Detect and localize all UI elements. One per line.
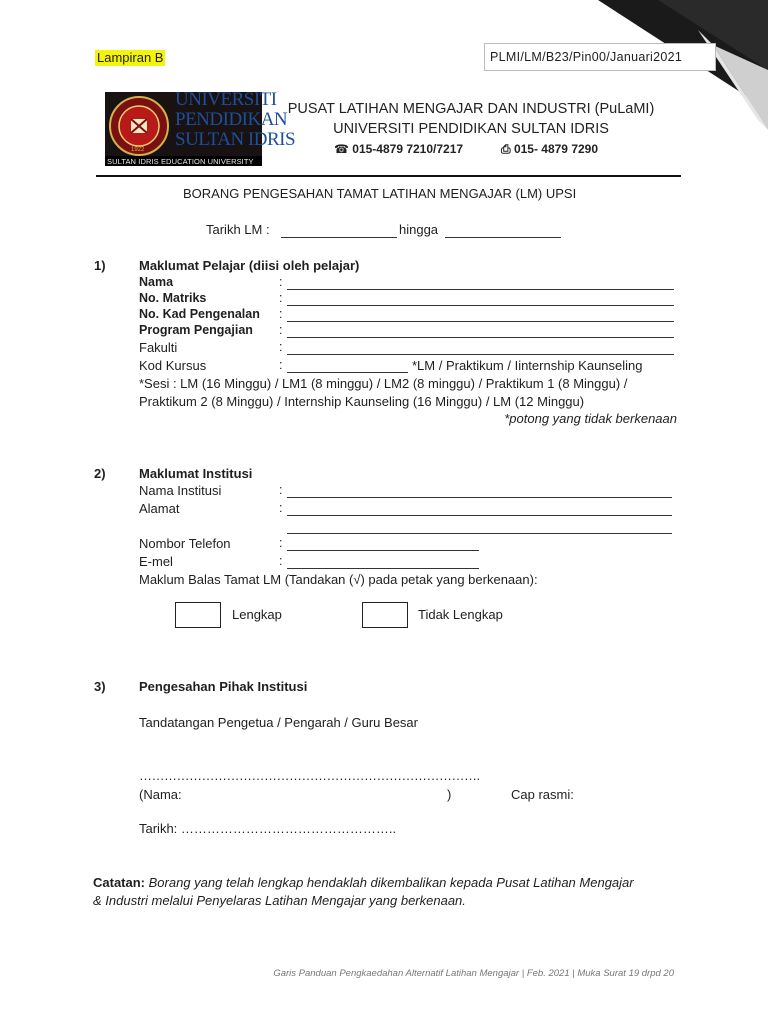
potong-note: *potong yang tidak berkenaan	[504, 411, 677, 426]
university-logo	[105, 89, 296, 166]
field-line-nama[interactable]	[287, 289, 674, 290]
colon: :	[279, 536, 283, 550]
tidak-lengkap-checkbox[interactable]	[362, 602, 408, 628]
field-label-kad-pengenalan: No. Kad Pengenalan	[139, 307, 260, 321]
fax-contact	[501, 142, 598, 157]
logo-name-line3: SULTAN IDRIS	[175, 129, 296, 150]
field-label-kod-kursus: Kod Kursus	[139, 358, 207, 373]
colon: :	[279, 483, 283, 497]
section1-number: 1)	[94, 258, 106, 273]
catatan-line1	[93, 875, 634, 890]
field-line-alamat-2[interactable]	[287, 533, 672, 534]
field-label-nama-institusi: Nama Institusi	[139, 483, 222, 498]
nama-open: (Nama:	[139, 787, 182, 802]
field-line-nama-institusi[interactable]	[287, 497, 672, 498]
field-line-program[interactable]	[287, 337, 674, 338]
phone-icon: ☎	[334, 142, 353, 156]
logo-name-line2: PENDIDIKAN	[175, 109, 288, 130]
field-line-kod-kursus[interactable]	[287, 372, 408, 373]
footer-text: Garis Panduan Pengkaedahan Alternatif Latihan Mengajar | Feb. 2021 | Muka Surat 19 drpd 20	[273, 968, 674, 979]
colon: :	[279, 358, 283, 372]
colon: :	[279, 554, 283, 568]
catatan-line2: & Industri melalui Penyelaras Latihan Mengajar yang berkenaan.	[93, 893, 466, 908]
signature-line[interactable]: ……………………………………………………………………….	[139, 768, 480, 783]
colon: :	[279, 275, 283, 289]
logo-tagline: SULTAN IDRIS EDUCATION UNIVERSITY	[107, 157, 254, 166]
field-line-emel[interactable]	[287, 568, 479, 569]
document-code: PLMI/LM/B23/Pin00/Januari2021	[484, 43, 716, 71]
header-title-line1: PUSAT LATIHAN MENGAJAR DAN INDUSTRI (PuLaMI)	[287, 101, 655, 117]
field-label-emel: E-mel	[139, 554, 173, 569]
logo-name-line1: UNIVERSITI	[175, 89, 277, 110]
field-label-matriks: No. Matriks	[139, 291, 207, 305]
section1-heading: Maklumat Pelajar (diisi oleh pelajar)	[139, 258, 360, 273]
catatan-text1: Borang yang telah lengkap hendaklah dikembalikan kepada Pusat Latihan Mengajar	[148, 875, 634, 890]
form-title: BORANG PENGESAHAN TAMAT LATIHAN MENGAJAR (LM) UPSI	[183, 186, 577, 201]
colon: :	[279, 340, 283, 354]
kod-options: *LM / Praktikum / Iinternship Kaunseling	[412, 358, 643, 373]
field-line-telefon[interactable]	[287, 550, 479, 551]
colon: :	[279, 291, 283, 305]
logo-year: 1922	[131, 147, 145, 153]
fax-icon: ⎙	[501, 142, 514, 156]
field-label-telefon: Nombor Telefon	[139, 536, 231, 551]
field-line-alamat-1[interactable]	[287, 515, 672, 516]
tarikh-start-line[interactable]	[281, 237, 397, 238]
lengkap-label: Lengkap	[232, 607, 282, 622]
signature-label: Tandatangan Pengetua / Pengarah / Guru Besar	[139, 715, 418, 730]
field-label-program: Program Pengajian	[139, 323, 253, 337]
header-title-line2: UNIVERSITI PENDIDIKAN SULTAN IDRIS	[333, 121, 609, 137]
field-label-fakulti: Fakulti	[139, 340, 178, 355]
sesi-line2: Praktikum 2 (8 Minggu) / Internship Kaunseling (16 Minggu) / LM (12 Minggu)	[139, 394, 585, 409]
section2-heading: Maklumat Institusi	[139, 466, 253, 481]
maklum-balas-label: Maklum Balas Tamat LM (Tandakan (√) pada petak yang berkenaan):	[139, 572, 538, 587]
sesi-line1: *Sesi : LM (16 Minggu) / LM1 (8 minggu) / LM2 (8 minggu) / Praktikum 1 (8 Minggu) /	[139, 376, 628, 391]
field-label-nama: Nama	[139, 275, 174, 289]
nama-close: )	[447, 787, 452, 802]
field-line-matriks[interactable]	[287, 305, 674, 306]
field-label-alamat: Alamat	[139, 501, 180, 516]
catatan-label: Catatan:	[93, 875, 146, 890]
colon: :	[279, 307, 283, 321]
lampiran-label: Lampiran B	[97, 50, 164, 65]
section3-heading: Pengesahan Pihak Institusi	[139, 679, 308, 694]
hingga-label: hingga	[399, 222, 439, 237]
tarikh-label: Tarikh LM :	[206, 222, 270, 237]
phone-contact	[334, 142, 463, 156]
section3-number: 3)	[94, 679, 106, 694]
tidak-lengkap-label: Tidak Lengkap	[418, 607, 503, 622]
field-line-kad-pengenalan[interactable]	[287, 321, 674, 322]
field-line-fakulti[interactable]	[287, 354, 674, 355]
tarikh-signature[interactable]: Tarikh: …………………………………………..	[139, 821, 397, 836]
colon: :	[279, 501, 283, 515]
header-divider	[96, 175, 681, 177]
colon: :	[279, 323, 283, 337]
lengkap-checkbox[interactable]	[175, 602, 221, 628]
phone-number: 015-4879 7210/7217	[352, 142, 464, 156]
cap-rasmi-label: Cap rasmi:	[511, 787, 574, 802]
fax-number: 015- 4879 7290	[513, 142, 599, 156]
tarikh-end-line[interactable]	[445, 237, 561, 238]
section2-number: 2)	[94, 466, 106, 481]
